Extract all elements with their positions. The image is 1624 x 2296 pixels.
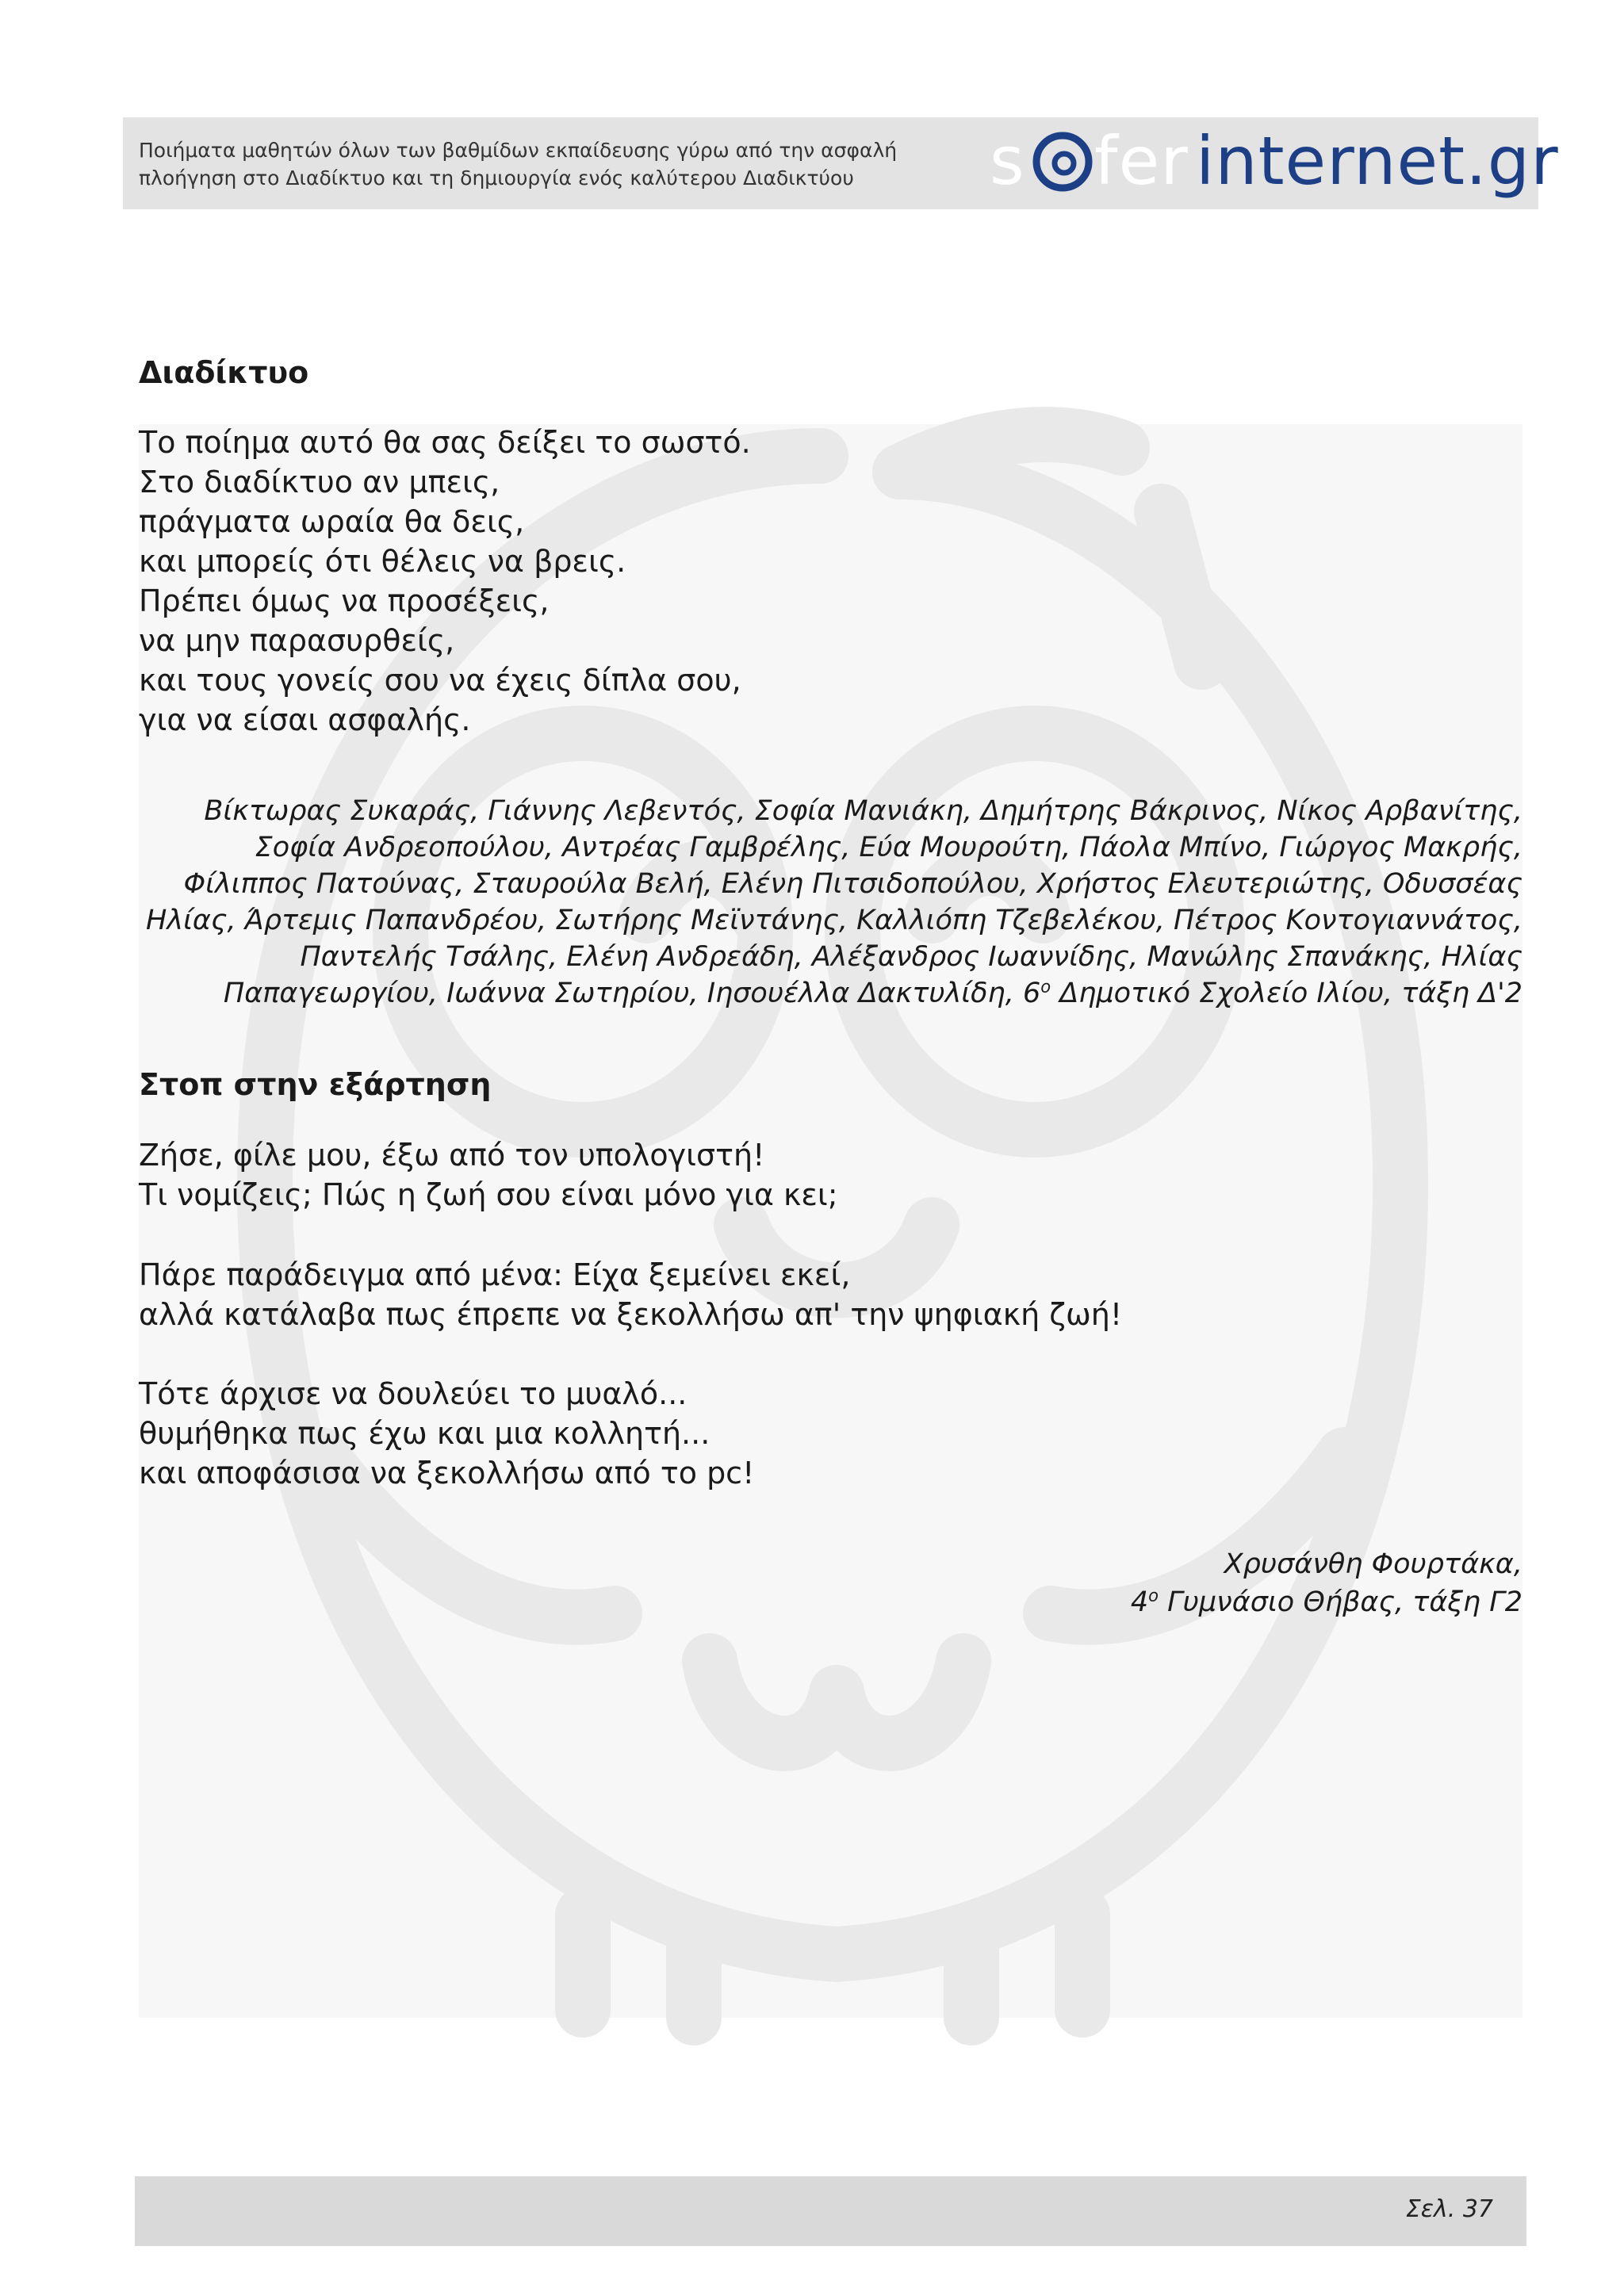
saferinternet-logo — [990, 122, 1559, 200]
school-post: Γυμνάσιο Θήβας, τάξη Γ2 — [1159, 1586, 1522, 1618]
poem-2-line: Πάρε παράδειγμα από μένα: Είχα ξεμείνει εκεί, — [139, 1257, 851, 1292]
credit-last-pre: Παπαγεωργίου, Ιωάννα Σωτηρίου, Ιησουέλλα Δακτυλίδη, 6 — [223, 978, 1041, 1009]
credit-last-post: Δημοτικό Σχολείο Ιλίου, τάξη Δ'2 — [1051, 978, 1522, 1009]
poem-1-title: Διαδίκτυο — [139, 355, 309, 390]
school-pre: 4 — [1130, 1586, 1149, 1618]
poem-1-line: για να είσαι ασφαλής. — [139, 702, 471, 737]
poem-1-line: και τους γονείς σου να έχεις δίπλα σου, — [139, 663, 741, 698]
poem-2-line: αλλά κατάλαβα πως έπρεπε να ξεκολλήσω απ' την ψηφιακή ζωή! — [139, 1297, 1123, 1332]
poem-1-line: πράγματα ωραία θα δεις, — [139, 504, 525, 539]
poem-1-credit-line: Σοφία Ανδρεοπούλου, Αντρέας Γαμβρέλης, Εύα Μουρούτη, Πάολα Μπίνο, Γιώργος Μακρής, — [255, 832, 1522, 863]
poem-1-credit-line: Φίλιππος Πατούνας, Σταυρούλα Βελή, Ελένη Πιτσιδοπούλου, Χρήστος Ελευτεριώτης, Οδυσσέας — [183, 868, 1522, 900]
poem-1-credit-line: Ηλίας, Άρτεμις Παπανδρέου, Σωτήρης Μεϊντάνης, Καλλιόπη Τζεβελέκου, Πέτρος Κοντογιαννάτος, — [146, 905, 1522, 936]
svg-text:internet.gr: internet.gr — [1196, 122, 1559, 200]
svg-text:s: s — [990, 122, 1025, 200]
poem-1-credit-last — [224, 975, 1522, 1012]
page-footer — [135, 2176, 1526, 2246]
poem-1-line: Πρέπει όμως να προσέξεις, — [139, 584, 550, 618]
poem-2-line: Ζήσε, φίλε μου, έξω από τον υπολογιστή! — [139, 1138, 765, 1173]
header-line-2: πλοήγηση στο Διαδίκτυο και τη δημιουργία ενός καλύτερου Διαδικτύου — [139, 166, 854, 189]
poem-1-line: και μπορείς ότι θέλεις να βρεις. — [139, 544, 626, 579]
poem-2-school — [1131, 1584, 1522, 1621]
poem-1-line: Το ποίημα αυτό θα σας δείξει το σωστό. — [139, 425, 751, 460]
poem-2-author: Χρυσάνθη Φουρτάκα, — [1224, 1548, 1522, 1580]
poem-1-line: να μην παρασυρθείς, — [139, 623, 455, 658]
header-line-1: Ποιήματα μαθητών όλων των βαθμίδων εκπαίδευσης γύρω από την ασφαλή — [139, 139, 898, 162]
header-text — [139, 136, 897, 192]
logo-graphic — [990, 122, 1559, 200]
page-number: Σελ. 37 — [1405, 2195, 1493, 2223]
poem-1-credit-line: Βίκτωρας Συκαράς, Γιάννης Λεβεντός, Σοφία Μανιάκη, Δημήτρης Βάκρινος, Νίκος Αρβανίτης, — [204, 795, 1522, 827]
poem-1-credit-line: Παντελής Τσάλης, Ελένη Ανδρεάδη, Αλέξανδρος Ιωαννίδης, Μανώλης Σπανάκης, Ηλίας — [300, 941, 1522, 973]
credit-last-sup: ο — [1040, 977, 1051, 997]
poem-1-line: Στο διαδίκτυο αν μπεις, — [139, 465, 500, 499]
poem-2-line: θυμήθηκα πως έχω και μια κολλητή... — [139, 1416, 710, 1451]
school-sup: ο — [1148, 1586, 1159, 1605]
poem-2-line: Τι νομίζεις; Πώς η ζωή σου είναι μόνο για κει; — [139, 1177, 838, 1212]
page-header — [123, 117, 1559, 209]
poem-2-line: Τότε άρχισε να δουλεύει το μυαλό... — [139, 1376, 688, 1411]
svg-text:fer: fer — [1094, 122, 1189, 200]
poem-2-title: Στοπ στην εξάρτηση — [139, 1067, 492, 1102]
poem-2-line: και αποφάσισα να ξεκολλήσω από το pc! — [139, 1456, 755, 1490]
